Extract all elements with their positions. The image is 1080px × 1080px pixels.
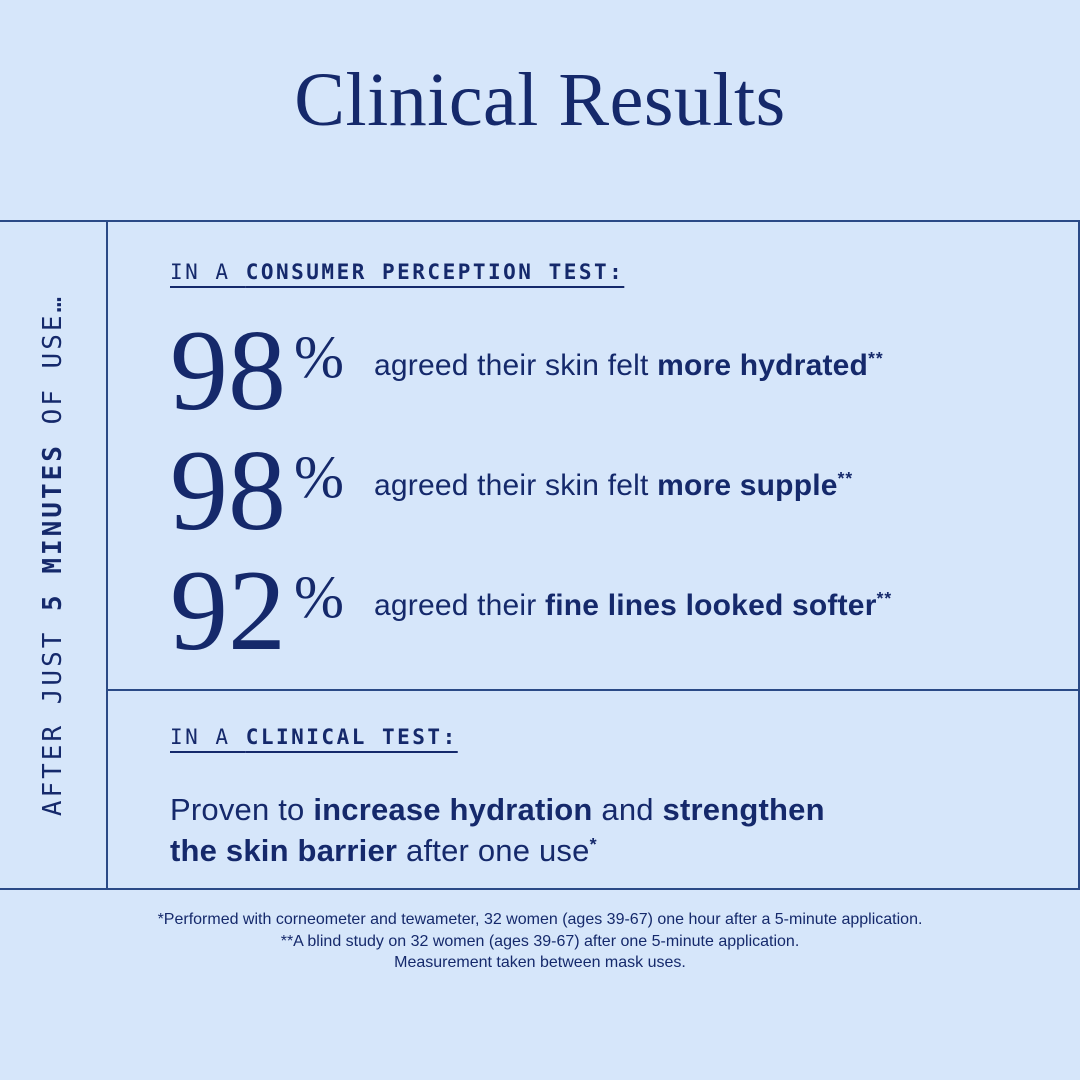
stat-text-bold: more hydrated xyxy=(657,349,869,382)
stat-text-bold: more supple xyxy=(657,469,838,502)
perception-heading-bold: CONSUMER PERCEPTION TEST: xyxy=(245,260,625,284)
claim-seg1: Proven to xyxy=(170,792,314,827)
claim-seg5-bold: the skin barrier xyxy=(170,833,398,868)
clinical-heading-pre: IN A xyxy=(170,725,246,749)
stat-value xyxy=(170,547,344,675)
clinical-heading-row xyxy=(170,725,1080,749)
footnote-line-1: *Performed with corneometer and tewameter, 32 women (ages 39-67) one hour after a 5-minute application. xyxy=(157,911,923,928)
stat-number: 92 xyxy=(170,547,286,675)
perception-heading-pre: IN A xyxy=(170,260,246,284)
content-grid xyxy=(0,222,1080,890)
stat-text xyxy=(374,349,884,383)
stat-text-pre: agreed their skin felt xyxy=(373,349,658,382)
perception-heading xyxy=(170,260,624,284)
stat-value xyxy=(170,307,344,435)
sidebar-rotated-label xyxy=(38,294,68,816)
percent-sign: % xyxy=(294,324,344,390)
claim-seg6: after one use xyxy=(397,833,590,868)
page-title: Clinical Results xyxy=(294,57,786,142)
sidebar-label-post: OF USE… xyxy=(38,293,68,444)
sidebar xyxy=(0,222,108,888)
sidebar-label-pre: AFTER JUST xyxy=(38,610,68,817)
stat-text-bold: fine lines looked softer xyxy=(545,589,877,622)
stat-row-hydrated xyxy=(170,307,1080,435)
stat-text-pre: agreed their skin felt xyxy=(373,469,658,502)
stat-text xyxy=(374,469,853,503)
stat-row-fine-lines xyxy=(170,547,1080,675)
footnote-mark: * xyxy=(589,833,598,854)
stat-row-supple xyxy=(170,427,1080,555)
stat-text xyxy=(374,589,892,623)
footnote-mark: ** xyxy=(876,588,893,609)
stat-text-pre: agreed their xyxy=(373,589,546,622)
claim-seg3: and xyxy=(592,792,663,827)
clinical-test-section xyxy=(108,691,1080,888)
clinical-claim-text xyxy=(170,789,1080,876)
claim-seg4-bold: strengthen xyxy=(662,792,825,827)
percent-sign: % xyxy=(294,444,344,510)
footnotes xyxy=(0,890,1080,974)
footnote-mark: ** xyxy=(868,348,884,369)
clinical-heading xyxy=(170,725,458,749)
main-column xyxy=(108,222,1080,888)
perception-heading-row xyxy=(170,260,1080,284)
clinical-heading-bold: CLINICAL TEST: xyxy=(245,725,458,749)
sidebar-label-bold: 5 MINUTES xyxy=(38,443,68,611)
stat-number: 98 xyxy=(170,427,286,555)
footnote-line-3: Measurement taken between mask uses. xyxy=(394,954,686,971)
claim-seg2-bold: increase hydration xyxy=(313,792,593,827)
footnote-mark: ** xyxy=(837,468,854,489)
stat-number: 98 xyxy=(170,307,286,435)
footnote-line-2: **A blind study on 32 women (ages 39-67) after one 5-minute application. xyxy=(280,932,800,950)
stat-value xyxy=(170,427,344,555)
percent-sign: % xyxy=(294,564,344,630)
header xyxy=(0,0,1080,222)
consumer-perception-section xyxy=(108,222,1080,691)
